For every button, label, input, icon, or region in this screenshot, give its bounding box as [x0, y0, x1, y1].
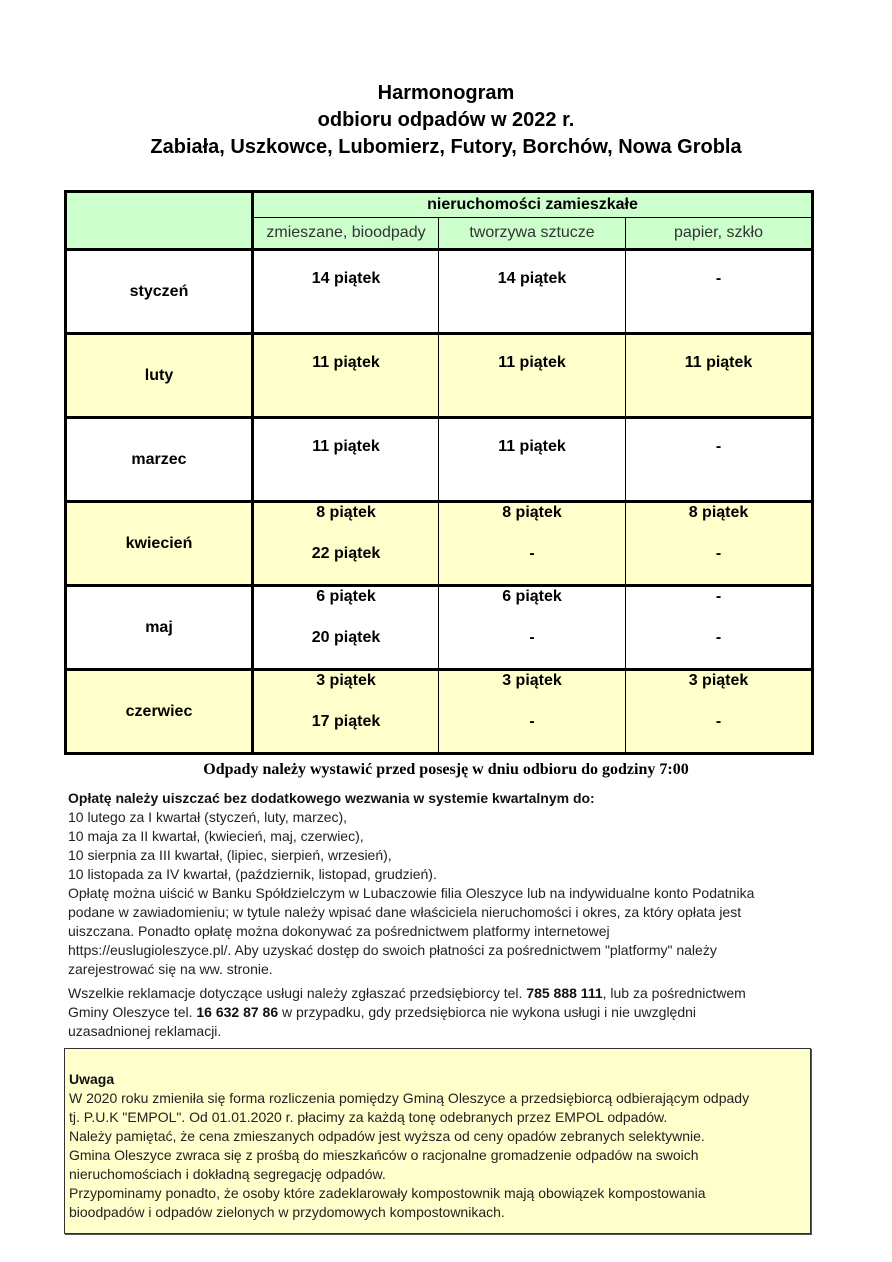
payment-info: uiszczana. Ponadto opłatę można dokonywać za pośrednictwem platformy internetowej — [68, 923, 610, 939]
payment-heading: Opłatę należy uiszczać bez dodatkowego wezwania w systemie kwartalnym do: — [68, 790, 595, 806]
table-row — [66, 418, 813, 502]
month-cell: maj — [66, 586, 253, 670]
pickup-date: 11 piątek — [498, 354, 566, 371]
page-subtitle: odbioru odpadów w 2022 r. — [317, 109, 575, 131]
pickup-date: 6 piątek — [502, 588, 562, 605]
pickup-date: 14 piątek — [311, 270, 381, 287]
notice-line: W 2020 roku zmieniła się forma rozliczenia pomiędzy Gminą Oleszyce a przedsiębiorcą odbierającym odpady — [69, 1090, 750, 1106]
pickup-date: 3 piątek — [502, 672, 562, 689]
date-cell — [253, 334, 439, 418]
table-row — [66, 586, 813, 670]
notice-line: tj. P.U.K "EMPOL". Od 01.01.2020 r. płacimy za każdą tonę odebranych przez EMPOL odpadów. — [69, 1109, 668, 1125]
complaints-line — [68, 1003, 808, 1022]
complaints-text: w przypadku, gdy przedsiębiorca nie wykona usługi i nie uwzględni — [278, 1004, 697, 1020]
payment-info: zarejestrować się na ww. stronie. — [68, 961, 273, 977]
complaints-text: Wszelkie reklamacje dotyczące usługi należy zgłaszać przedsiębiorcy tel. — [68, 985, 527, 1001]
pickup-date: - — [715, 545, 722, 562]
complaints-line — [68, 984, 808, 1003]
pickup-date: - — [529, 713, 535, 730]
pickup-date: 8 piątek — [502, 504, 562, 521]
contractor-phone: 785 888 111 — [526, 985, 603, 1001]
date-cell — [439, 418, 626, 502]
notice-line: nieruchomościach i dokładną segregację odpadów. — [69, 1166, 386, 1182]
complaints-text: Gminy Oleszyce tel. — [68, 1004, 197, 1020]
pickup-date: 3 piątek — [688, 672, 749, 689]
table-row — [66, 670, 813, 754]
pickup-date: - — [529, 629, 535, 646]
date-cell — [253, 250, 439, 334]
pickup-date: - — [715, 270, 722, 287]
date-cell — [626, 250, 813, 334]
complaints-line: uzasadnionej reklamacji. — [68, 1023, 222, 1039]
column-header: tworzywa sztucze — [439, 218, 626, 250]
month-cell: luty — [66, 334, 253, 418]
notice-line: Należy pamiętać, że cena zmieszanych odpadów jest wyższa od ceny opadów zebranych selektywnie. — [69, 1128, 705, 1144]
pickup-date: 22 piątek — [311, 545, 381, 562]
pickup-date: - — [529, 545, 535, 562]
date-cell — [626, 418, 813, 502]
pickup-date: - — [715, 629, 722, 646]
table-row — [66, 334, 813, 418]
schedule-table — [64, 190, 814, 755]
complaints-section — [68, 984, 808, 1041]
pickup-date: 8 piątek — [688, 504, 749, 521]
date-cell — [626, 586, 813, 670]
page-title: Harmonogram — [377, 82, 515, 104]
pickup-date: 20 piątek — [311, 629, 381, 646]
month-cell: styczeń — [66, 250, 253, 334]
payment-deadline: 10 listopada za IV kwartał, (październik, listopad, grudzień). — [68, 866, 437, 882]
date-cell — [626, 670, 813, 754]
header-group: nieruchomości zamieszkałe — [253, 192, 813, 218]
payment-info-link: https://euslugioleszyce.pl/. Aby uzyskać dostęp do swoich płatności za pośrednictwem "platformy" należy — [68, 942, 717, 958]
date-cell — [439, 502, 626, 586]
municipality-phone: 16 632 87 86 — [196, 1004, 279, 1020]
notice-box — [64, 1048, 811, 1234]
notice-line: bioodpadów i odpadów zielonych w przydomowych kompostownikach. — [69, 1204, 505, 1220]
payment-info: podane w zawiadomieniu; w tytule należy wpisać dane właściciela nieruchomości i okres, za który opłata jest — [68, 904, 742, 920]
month-cell: marzec — [66, 418, 253, 502]
header-corner-cell — [66, 192, 253, 250]
put-out-notice: Odpady należy wystawić przed posesję w dniu odbioru do godziny 7:00 — [203, 761, 689, 778]
pickup-date: 11 piątek — [312, 354, 380, 371]
notice-heading: Uwaga — [69, 1071, 115, 1087]
month-cell: czerwiec — [66, 670, 253, 754]
pickup-date: 3 piątek — [316, 672, 376, 689]
column-header: papier, szkło — [626, 218, 813, 250]
complaints-text: , lub za pośrednictwem — [602, 985, 746, 1001]
notice-line: Przypominamy ponadto, że osoby które zadeklarowały kompostownik mają obowiązek kompostowania — [69, 1185, 706, 1201]
date-cell — [439, 670, 626, 754]
pickup-date: 11 piątek — [684, 354, 753, 371]
pickup-date: 17 piątek — [311, 713, 381, 730]
pickup-date: 11 piątek — [312, 438, 380, 455]
table-row — [66, 502, 813, 586]
month-cell: kwiecień — [66, 502, 253, 586]
date-cell — [253, 670, 439, 754]
pickup-date: 11 piątek — [498, 438, 566, 455]
date-cell — [253, 586, 439, 670]
payment-deadline: 10 sierpnia za III kwartał, (lipiec, sierpień, wrzesień), — [68, 847, 392, 863]
notice-line: Gmina Oleszyce zwraca się z prośbą do mieszkańców o racjonalne gromadzenie odpadów na swoich — [69, 1147, 699, 1163]
pickup-date: - — [715, 588, 722, 605]
localities: Zabiała, Uszkowce, Lubomierz, Futory, Borchów, Nowa Grobla — [150, 136, 742, 158]
pickup-date: - — [715, 713, 722, 730]
payment-deadline: 10 lutego za I kwartał (styczeń, luty, marzec), — [68, 809, 348, 825]
date-cell — [439, 586, 626, 670]
table-row — [66, 250, 813, 334]
pickup-date: 14 piątek — [497, 270, 567, 287]
pickup-date: 8 piątek — [316, 504, 376, 521]
payment-info: Opłatę można uiścić w Banku Spółdzielczym w Lubaczowie filia Oleszyce lub na indywidualne konto Podatnika — [68, 885, 755, 901]
date-cell — [253, 418, 439, 502]
payment-deadline: 10 maja za II kwartał, (kwiecień, maj, czerwiec), — [68, 828, 364, 844]
pickup-date: 6 piątek — [316, 588, 376, 605]
pickup-date: - — [715, 438, 722, 455]
date-cell — [253, 502, 439, 586]
date-cell — [439, 334, 626, 418]
column-header: zmieszane, bioodpady — [253, 218, 439, 250]
date-cell — [626, 502, 813, 586]
date-cell — [439, 250, 626, 334]
date-cell — [626, 334, 813, 418]
payment-section — [68, 789, 808, 979]
